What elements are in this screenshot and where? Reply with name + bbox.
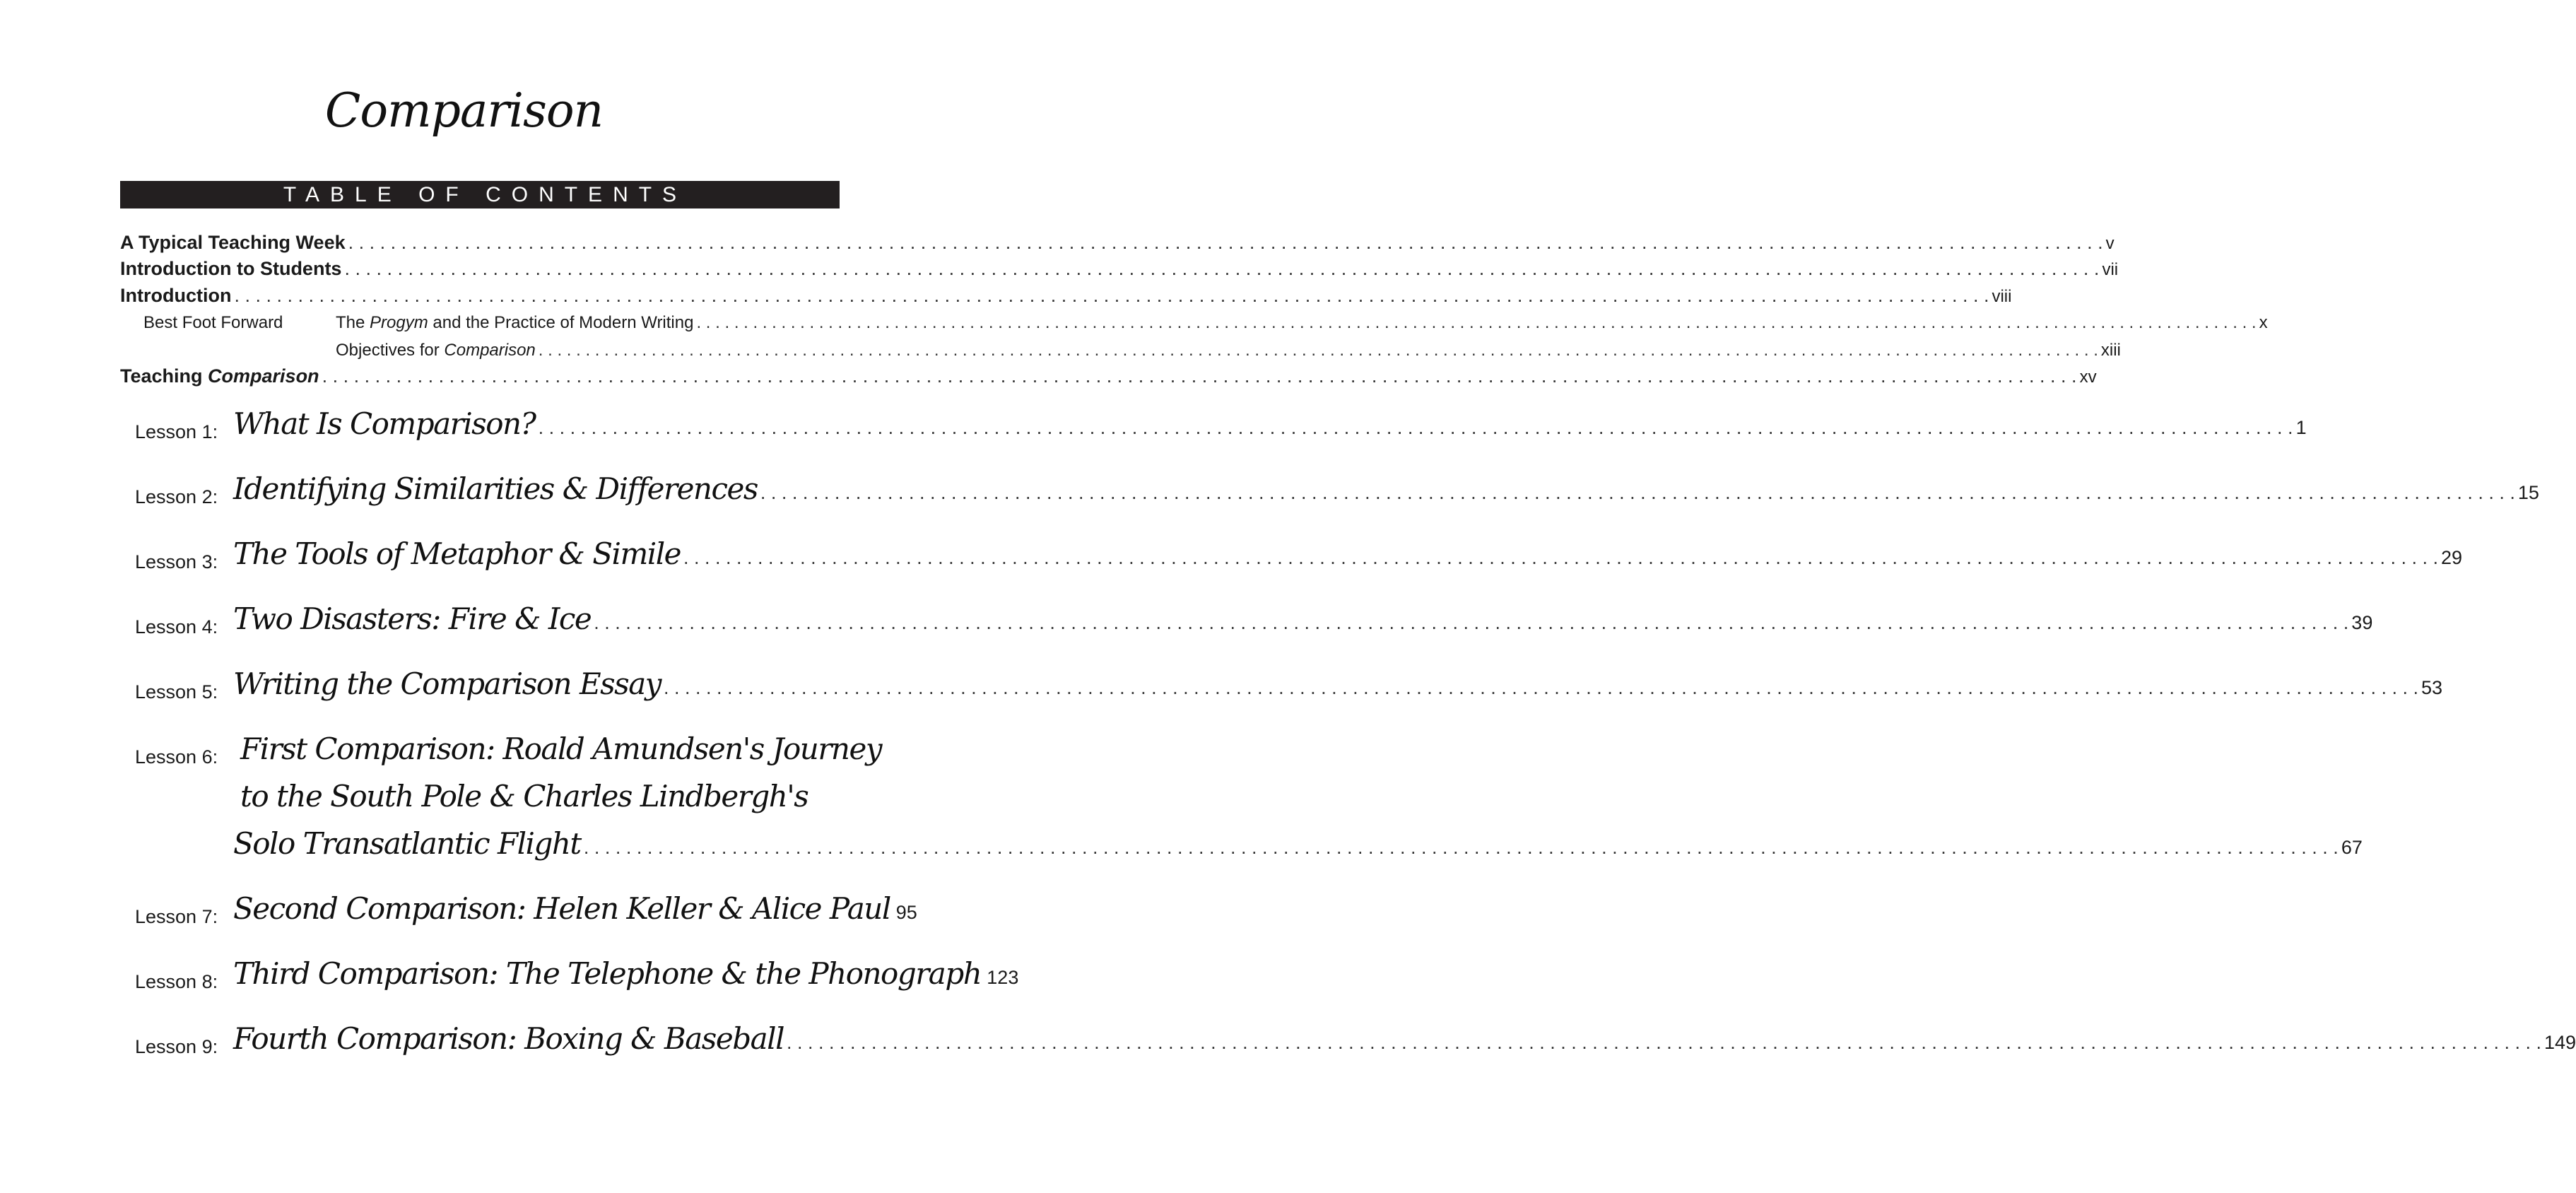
leader-dots	[234, 285, 1989, 307]
lesson-label: Lesson 1:	[135, 421, 218, 442]
lesson-page: 1	[2295, 417, 2307, 438]
toc-entry-page: v	[2105, 234, 2115, 253]
toc-entry-title: A Typical Teaching Week	[120, 232, 346, 253]
leader-dots	[594, 612, 2348, 634]
lesson-title: Identifying Similarities & Differences	[233, 471, 758, 506]
leader-dots	[683, 547, 2438, 569]
toc-entry-progym[interactable]	[336, 313, 2268, 333]
lesson-entry-8[interactable]	[233, 956, 1019, 991]
leader-dots	[584, 837, 2339, 859]
lesson-label: Lesson 3:	[135, 551, 218, 572]
page-title: Comparison	[324, 83, 604, 138]
lesson-page: 29	[2441, 547, 2463, 568]
toc-entry-page: viii	[1992, 287, 2012, 306]
lesson-title: Fourth Comparison: Boxing & Baseball	[233, 1021, 784, 1056]
lesson-entry-5[interactable]	[233, 666, 2443, 701]
sub-section-label: Best Foot Forward	[143, 313, 283, 332]
lesson-page: 95	[895, 902, 917, 923]
toc-entry-objectives[interactable]	[336, 341, 2121, 360]
leader-dots	[664, 677, 2418, 699]
toc-entry-teaching[interactable]	[120, 365, 2097, 387]
lesson-title: Third Comparison: The Telephone & the Phonograph	[233, 956, 982, 991]
lesson-entry-2[interactable]	[233, 471, 2539, 506]
lesson-page: 15	[2517, 482, 2539, 503]
toc-entry-intro-students[interactable]	[120, 258, 2119, 280]
toc-entry-page: vii	[2102, 260, 2119, 279]
toc-entry-typical-week[interactable]	[120, 232, 2115, 254]
lesson-label: Lesson 4:	[135, 616, 218, 637]
lesson-page: 149	[2544, 1032, 2576, 1053]
leader-dots	[539, 341, 2098, 360]
toc-entry-title: Introduction to Students	[120, 258, 342, 279]
leader-dots	[696, 313, 2256, 333]
lesson-entry-3[interactable]	[233, 536, 2463, 571]
leader-dots	[348, 232, 2103, 254]
leader-dots	[344, 258, 2099, 280]
toc-entry-title: Objectives for Comparison	[336, 341, 536, 360]
leader-dots	[760, 482, 2515, 504]
toc-entry-page: x	[2259, 313, 2268, 332]
lesson-title-line: First Comparison: Roald Amundsen's Journey	[240, 731, 882, 766]
toc-entry-title: Introduction	[120, 285, 232, 306]
lesson-page: 39	[2351, 612, 2373, 633]
lesson-title: Solo Transatlantic Flight	[233, 826, 581, 861]
lesson-title: What Is Comparison?	[233, 406, 536, 441]
lesson-entry-7[interactable]	[233, 891, 917, 926]
toc-entry-page: xiii	[2100, 341, 2121, 360]
lesson-title: Writing the Comparison Essay	[233, 666, 661, 701]
lesson-label: Lesson 6:	[135, 746, 218, 768]
lesson-entry-6[interactable]	[233, 826, 2363, 861]
lesson-page: 123	[987, 967, 1019, 988]
lesson-title-line: to the South Pole & Charles Lindbergh's	[240, 779, 808, 813]
lesson-label: Lesson 5:	[135, 681, 218, 703]
leader-dots	[787, 1032, 2541, 1054]
toc-entry-page: xv	[2079, 368, 2097, 387]
lesson-entry-1[interactable]	[233, 406, 2307, 441]
lesson-label: Lesson 9:	[135, 1036, 218, 1057]
toc-entry-title: The Progym and the Practice of Modern Writing	[336, 313, 694, 332]
leader-dots	[322, 365, 2077, 387]
lesson-entry-9[interactable]	[233, 1021, 2576, 1056]
toc-banner: TABLE OF CONTENTS	[120, 181, 840, 208]
toc-entry-title: Teaching Comparison	[120, 365, 319, 387]
lesson-label: Lesson 2:	[135, 486, 218, 507]
lesson-entry-4[interactable]	[233, 601, 2373, 636]
toc-entry-introduction[interactable]	[120, 285, 2012, 307]
lesson-page: 53	[2421, 677, 2443, 698]
leader-dots	[539, 417, 2293, 439]
lesson-title: The Tools of Metaphor & Simile	[233, 536, 681, 571]
lesson-label: Lesson 7:	[135, 906, 218, 927]
lesson-title: Second Comparison: Helen Keller & Alice Paul	[233, 891, 890, 926]
lesson-title: Two Disasters: Fire & Ice	[233, 601, 592, 636]
lesson-label: Lesson 8:	[135, 971, 218, 992]
lesson-page: 67	[2341, 837, 2363, 858]
